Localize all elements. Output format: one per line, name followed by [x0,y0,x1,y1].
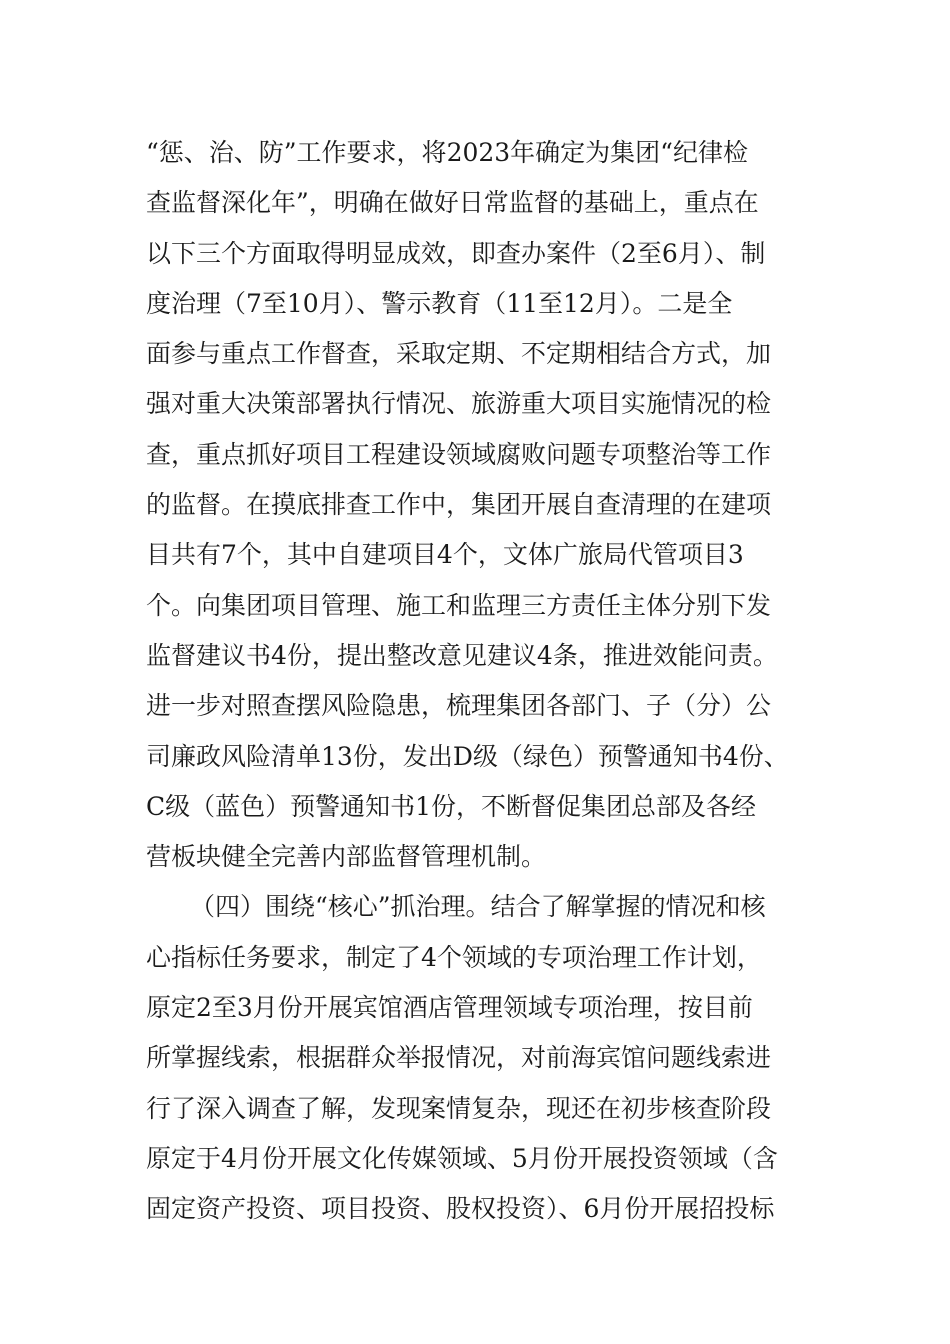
section-heading-line: （四）围绕“核心”抓治理。结合了解掌握的情况和核 [190,892,766,922]
text-line: 行了深入调查了解，发现案情复杂，现还在初步核查阶段 [146,1093,772,1123]
text-line: 营板块健全完善内部监督管理机制。 [146,842,547,872]
text-line: 固定资产投资、项目投资、股权投资）、6月份开展招投标 [146,1194,775,1224]
text-line: 所掌握线索，根据群众举报情况，对前海宾馆问题线索进 [146,1043,772,1073]
text-line: 目共有7个，其中自建项目4个，文体广旅局代管项目3 [146,540,744,570]
text-line: 以下三个方面取得明显成效，即查办案件（2至6月）、制 [146,238,766,268]
text-line: 查，重点抓好项目工程建设领域腐败问题专项整治等工作 [146,439,772,469]
text-line: 个。向集团项目管理、施工和监理三方责任主体分别下发 [146,590,772,620]
text-line: 进一步对照查摆风险隐患，梳理集团各部门、子（分）公 [146,691,772,721]
text-line: C级（蓝色）预警通知书1份，不断督促集团总部及各经 [146,791,757,821]
text-line: “惩、治、防”工作要求，将2023年确定为集团“纪律检 [146,138,748,167]
text-line: 度治理（7至10月）、警示教育（11至12月）。二是全 [146,288,733,318]
text-line: 司廉政风险清单13份，发出D级（绿色）预警通知书4份、 [146,741,789,771]
text-line: 查监督深化年”，明确在做好日常监督的基础上，重点在 [146,188,759,218]
text-line: 原定2至3月份开展宾馆酒店管理领域专项治理，按目前 [146,993,753,1023]
text-line: 的监督。在摸底排查工作中，集团开展自查清理的在建项 [146,490,772,520]
text-line: 监督建议书4份，提出整改意见建议4条，推进效能问责。 [146,640,778,670]
text-line: 原定于4月份开展文化传媒领域、5月份开展投资领域（含 [146,1143,778,1173]
text-line: 心指标任务要求，制定了4个领域的专项治理工作计划， [146,942,762,972]
document-body [146,128,826,1235]
text-line: 面参与重点工作督查，采取定期、不定期相结合方式，加 [146,339,772,369]
text-line: 强对重大决策部署执行情况、旅游重大项目实施情况的检 [146,389,772,419]
